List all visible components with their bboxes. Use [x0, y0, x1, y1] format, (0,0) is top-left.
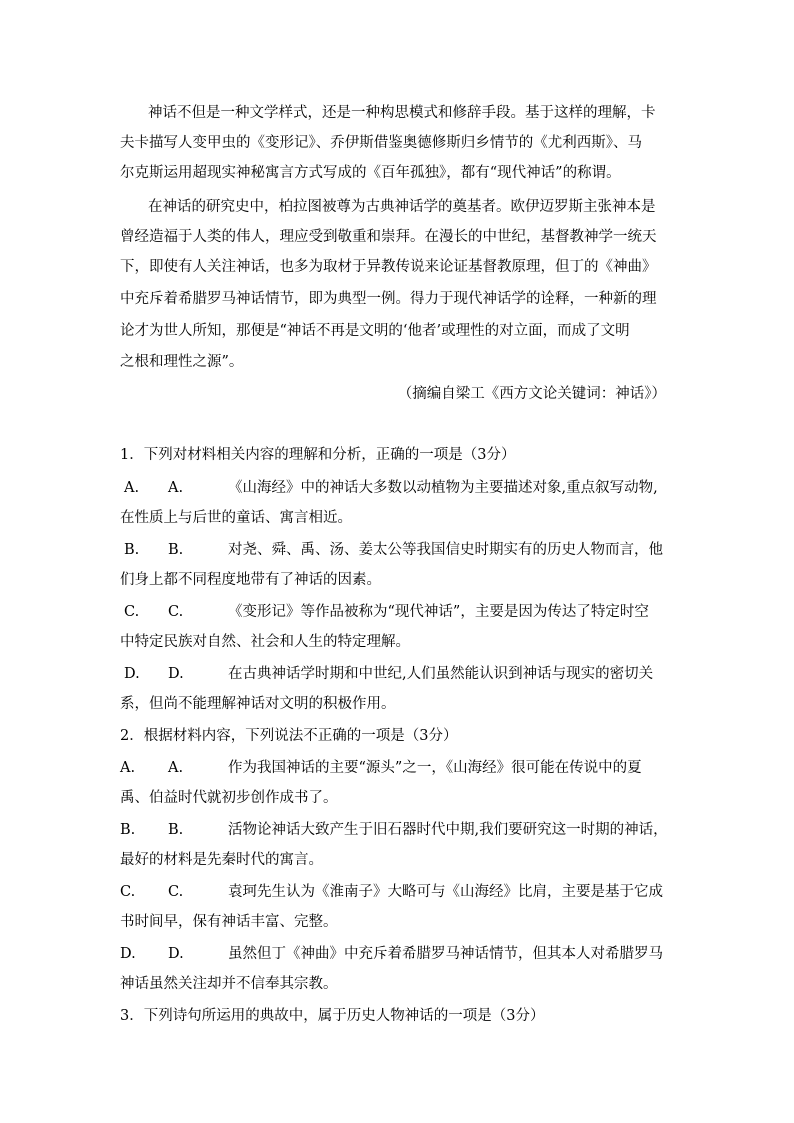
option-letter: D.: [168, 946, 184, 962]
option-text: 在古典神话学时期和中世纪,人们虽然能认识到神话与现实的密切关: [228, 666, 654, 682]
question-stem: 1．下列对材料相关内容的理解和分析，正确的一项是（3分）: [120, 447, 516, 463]
option-letter: A.: [168, 760, 184, 776]
option-text: 书时间早，保有神话丰富、完整。: [120, 914, 338, 930]
paragraph-2-line: 在神话的研究史中，柏拉图被尊为古典神话学的奠基者。欧伊迈罗斯主张神本是: [148, 199, 656, 215]
paragraph-2-line: 下，即使有人关注神话，也多为取材于异教传说来论证基督教原理，但丁的《神曲》: [120, 259, 657, 275]
option-text: 系，但尚不能理解神话对文明的积极作用。: [120, 696, 396, 712]
option-text: 《山海经》中的神话大多数以动植物为主要描述对象,重点叙写动物,: [228, 480, 658, 496]
option-letter: A.: [120, 760, 136, 776]
option-text: 们身上都不同程度地带有了神话的因素。: [120, 572, 381, 588]
option-text: 《变形记》等作品被称为“现代神话”，主要是因为传达了特定时空: [228, 604, 649, 620]
paragraph-1-line: 夫卡描写人变甲虫的《变形记》、乔伊斯借鉴奥德修斯归乡情节的《尤利西斯》、马: [120, 135, 642, 151]
paragraph-2-line: 曾经造福于人类的伟人，理应受到敬重和崇拜。在漫长的中世纪，基督教神学一统天: [120, 229, 657, 245]
option-letter: B.: [168, 542, 184, 558]
option-letter: D.: [120, 946, 136, 962]
option-text: 活物论神话大致产生于旧石器时代中期,我们要研究这一时期的神话，: [228, 822, 668, 838]
source-citation: （摘编自梁工《西方文论关键词：神话》）: [397, 386, 666, 402]
option-text: 在性质上与后世的童话、寓言相近。: [120, 510, 352, 526]
paragraph-2-line: 中充斥着希腊罗马神话情节，即为典型一例。得力于现代神话学的诠释，一种新的理: [120, 291, 657, 307]
paragraph-2-line: 之根和理性之源”。: [120, 354, 244, 370]
option-letter: D.: [124, 666, 140, 682]
option-letter: D.: [168, 666, 184, 682]
option-letter: A.: [168, 480, 184, 496]
paragraph-2-line: 论才为世人所知，那便是“神话不再是文明的‘他者’或理性的对立面，而成了文明: [120, 323, 630, 339]
option-letter: B.: [124, 542, 140, 558]
option-text: 神话虽然关注却并不信奉其宗教。: [120, 976, 338, 992]
option-letter: B.: [168, 822, 184, 838]
option-letter: C.: [168, 604, 184, 620]
option-text: 最好的材料是先秦时代的寓言。: [120, 852, 323, 868]
option-letter: C.: [124, 604, 140, 620]
option-letter: B.: [120, 822, 136, 838]
option-text: 作为我国神话的主要“源头”之一，《山海经》很可能在传说中的夏: [228, 760, 642, 776]
option-text: 禹、伯益时代就初步创作成书了。: [120, 790, 338, 806]
option-text: 虽然但丁《神曲》中充斥着希腊罗马神话情节，但其本人对希腊罗马: [228, 946, 663, 962]
question-stem: 2．根据材料内容，下列说法不正确的一项是（3分）: [120, 728, 458, 744]
option-text: 袁珂先生认为《淮南子》大略可与《山海经》比肩，主要是基于它成: [228, 884, 663, 900]
paragraph-1-line: 尔克斯运用超现实神秘寓言方式写成的《百年孤独》，都有“现代神话”的称谓。: [120, 165, 621, 181]
option-letter: C.: [120, 884, 136, 900]
option-letter: A.: [124, 480, 140, 496]
option-letter: C.: [168, 884, 184, 900]
option-text: 对尧、舜、禹、汤、姜太公等我国信史时期实有的历史人物而言，他: [228, 542, 663, 558]
option-text: 中特定民族对自然、社会和人生的特定理解。: [120, 634, 410, 650]
question-stem: 3．下列诗句所运用的典故中，属于历史人物神话的一项是（3分）: [120, 1008, 545, 1024]
paragraph-1-line: 神话不但是一种文学样式，还是一种构思模式和修辞手段。基于这样的理解，卡: [148, 105, 656, 121]
